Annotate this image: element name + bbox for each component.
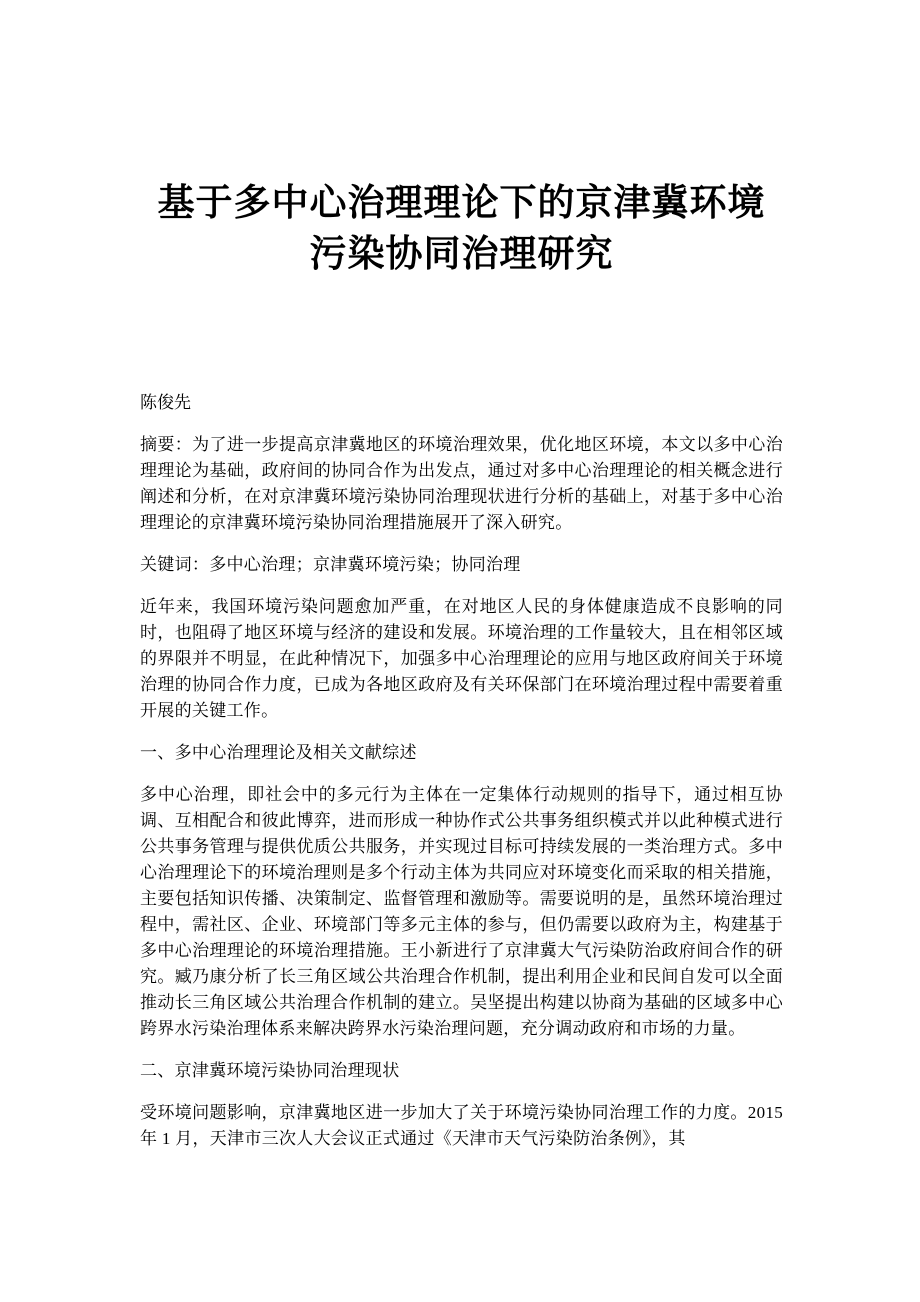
paper-title: 基于多中心治理理论下的京津冀环境污染协同治理研究: [157, 183, 766, 275]
intro-paragraph: 近年来，我国环境污染问题愈加严重，在对地区人民的身体健康造成不良影响的同时，也阻碍了地区环境与经济的建设和发展。环境治理的工作量较大，且在相邻区域的界限并不明显，在此种情况下，加强多中心治理理论的应用与地区政府间关于环境治理的协同合作力度，已成为各地区政府及有关环保部门在环境治理过程中需要着重开展的关键工作。: [140, 597, 783, 720]
keywords-line: 关键词：多中心治理；京津冀环境污染；协同治理: [140, 555, 521, 574]
section-heading-1: 一、多中心治理理论及相关文献综述: [140, 743, 417, 762]
section-1-paragraph: 多中心治理，即社会中的多元行为主体在一定集体行动规则的指导下，通过相互协调、互相配合和彼此博弈，进而形成一种协作式公共事务组织模式并以此种模式进行公共事务管理与提供优质公共服务，并实现过目标可持续发展的一类治理方式。多中心治理理论下的环境治理则是多个行动主体为共同应对环境变化而采取的相关措施，主要包括知识传播、决策制定、监督管理和激励等。需要说明的是，虽然环境治理过程中，需社区、企业、环境部门等多元主体的参与，但仍需要以政府为主，构建基于多中心治理理论的环境治理措施。王小新进行了京津冀大气污染防治政府间合作的研究。臧乃康分析了长三角区域公共治理合作机制，提出利用企业和民间自发可以全面推动长三角区域公共治理合作机制的建立。吴坚提出构建以协商为基础的区域多中心跨界水污染治理体系来解决跨界水污染治理问题，充分调动政府和市场的力量。: [140, 785, 783, 1038]
section-heading-2: 二、京津冀环境污染协同治理现状: [140, 1061, 400, 1080]
section-2-paragraph: 受环境问题影响，京津冀地区进一步加大了关于环境污染协同治理工作的力度。2015 年 1 月，天津市三次人大会议正式通过《天津市天气污染防治条例》，其: [140, 1103, 783, 1148]
abstract-paragraph: 摘要：为了进一步提高京津冀地区的环境治理效果，优化地区环境，本文以多中心治理理论为基础，政府间的协同合作为出发点，通过对多中心治理理论的相关概念进行阐述和分析，在对京津冀环境污染协同治理现状进行分析的基础上，对基于多中心治理理论的京津冀环境污染协同治理措施展开了深入研究。: [140, 435, 783, 532]
author-name: 陈俊先: [140, 393, 191, 412]
